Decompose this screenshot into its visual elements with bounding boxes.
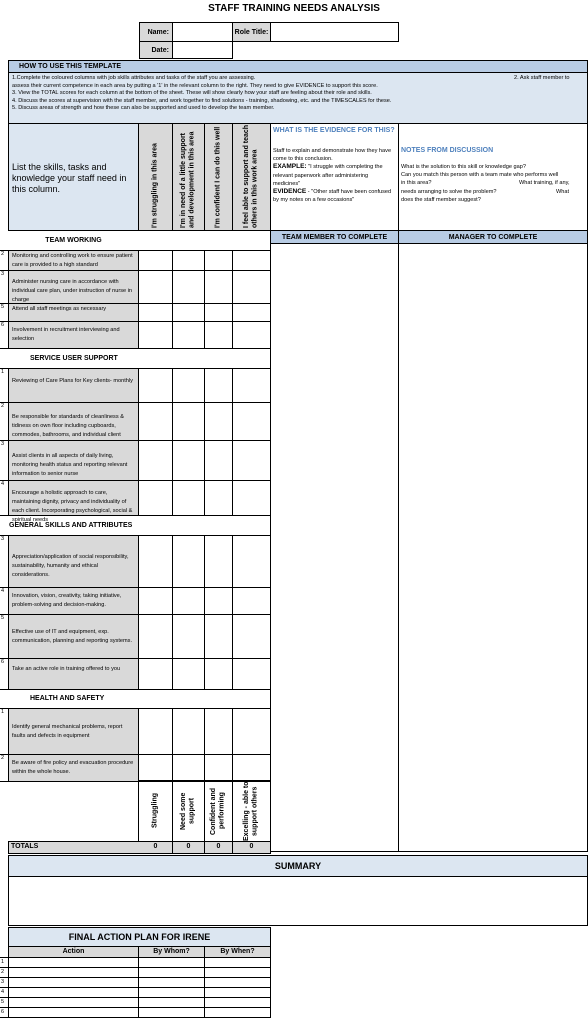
- score-cell[interactable]: [138, 614, 173, 659]
- total-label-struggling: Struggling: [138, 780, 173, 842]
- action-plan-title: FINAL ACTION PLAN FOR IRENE: [8, 927, 271, 947]
- score-cell[interactable]: [232, 270, 271, 304]
- notes-line-1: What is the solution to this skill or knowledge gap?: [401, 164, 526, 170]
- score-cell[interactable]: [232, 535, 271, 588]
- score-cell[interactable]: [172, 535, 205, 588]
- score-cell[interactable]: [138, 368, 173, 403]
- by-when-header: By When?: [220, 948, 255, 955]
- notes-line-5: does the staff member suggest?: [401, 196, 481, 203]
- role-title-label: Role Title:: [232, 22, 271, 42]
- summary-box[interactable]: [8, 876, 588, 926]
- score-cell[interactable]: [204, 754, 233, 782]
- date-label: Date:: [139, 41, 173, 59]
- score-cell[interactable]: [204, 368, 233, 403]
- score-cell[interactable]: [232, 754, 271, 782]
- row-number: 3: [1, 536, 5, 542]
- score-cell[interactable]: [138, 708, 173, 755]
- skill-item: Effective use of IT and equipment, exp. communication, planning and reporting systems.: [8, 614, 139, 659]
- skill-item: Reviewing of Care Plans for Key clients- monthly: [8, 368, 139, 403]
- page-title: STAFF TRAINING NEEDS ANALYSIS: [208, 3, 380, 14]
- score-cell[interactable]: [138, 480, 173, 516]
- skill-item: Administer nursing care in accordance with individual care plan, under instruction of nurse in charge: [8, 270, 139, 304]
- action-row-number: 5: [1, 999, 5, 1005]
- skill-item: Attend all staff meetings as necessary: [8, 303, 139, 322]
- score-cell[interactable]: [172, 754, 205, 782]
- score-cell[interactable]: [204, 708, 233, 755]
- manager-header: MANAGER TO COMPLETE: [398, 230, 588, 244]
- score-cell[interactable]: [138, 658, 173, 690]
- example-text: "I struggle with completing the relevant paperwork after administering medicines": [273, 164, 383, 187]
- example-label: EXAMPLE:: [273, 163, 307, 171]
- notes-line-3a: in this area?: [401, 180, 432, 187]
- score-cell[interactable]: [204, 270, 233, 304]
- howto-instructions: [8, 72, 588, 124]
- score-cell[interactable]: [138, 535, 173, 588]
- section-title: SERVICE USER SUPPORT: [30, 354, 118, 362]
- skill-item: Encourage a holistic approach to care, maintaining dignity, privacy and individuality of each client. Incorporating psychological, social & spiritual needs: [8, 480, 139, 516]
- score-cell[interactable]: [232, 658, 271, 690]
- score-cell[interactable]: [172, 270, 205, 304]
- score-cell[interactable]: [172, 658, 205, 690]
- score-cell[interactable]: [138, 303, 173, 322]
- action-row-number: 3: [1, 979, 5, 985]
- score-cell[interactable]: [232, 402, 271, 441]
- action-row-number: 4: [1, 989, 5, 995]
- score-cell[interactable]: [172, 368, 205, 403]
- score-cell[interactable]: [172, 708, 205, 755]
- total-label-support: Need some support: [172, 780, 205, 842]
- score-cell[interactable]: [138, 270, 173, 304]
- score-cell[interactable]: [204, 440, 233, 481]
- action-row-number: 1: [1, 959, 5, 965]
- score-cell[interactable]: [172, 480, 205, 516]
- row-number: 2: [1, 251, 5, 257]
- score-cell[interactable]: [172, 587, 205, 615]
- notes-guidance: [398, 123, 588, 231]
- row-number: 1: [1, 709, 5, 715]
- row-number: 1: [1, 369, 5, 375]
- row-number: 4: [1, 481, 5, 487]
- score-cell[interactable]: [138, 754, 173, 782]
- summary-heading: SUMMARY: [8, 855, 588, 877]
- score-cell[interactable]: [232, 587, 271, 615]
- row-number: 3: [1, 441, 5, 447]
- evidence-label: EVIDENCE: [273, 188, 307, 196]
- score-cell[interactable]: [172, 440, 205, 481]
- score-cell[interactable]: [232, 440, 271, 481]
- notes-line-3b: What training, if any,: [519, 180, 570, 187]
- skill-item: Innovation, vision, creativity, taking initiative, problem-solving and decision-making.: [8, 587, 139, 615]
- total-excelling: 0: [249, 843, 254, 850]
- howto-line-2: assess their current competence in each area by putting a '1' in the relevant column to the right. They need to give EVIDENCE to support this score.: [12, 82, 378, 89]
- notes-line-4a: needs arranging to solve the problem?: [401, 188, 497, 195]
- howto-line-5: 5. Discuss areas of strength and how these can also be supported and used to develop the team member.: [12, 105, 275, 112]
- notes-line-4b: What: [556, 188, 570, 195]
- row-number: 5: [1, 615, 5, 621]
- totals-label: TOTALS: [11, 843, 39, 850]
- row-number: 6: [1, 659, 5, 665]
- manager-column[interactable]: [398, 243, 588, 852]
- score-cell[interactable]: [204, 303, 233, 322]
- howto-line-3: 3. View the TOTAL scores for each column at the bottom of the sheet. These will show clearly how your staff are feeling about their role and skills.: [12, 90, 372, 97]
- row-number: 3: [1, 271, 5, 277]
- team-member-column[interactable]: [270, 243, 399, 852]
- evidence-heading: WHAT IS THE EVIDENCE FOR THIS?: [273, 127, 395, 134]
- name-field[interactable]: [172, 22, 233, 42]
- score-cell[interactable]: [172, 402, 205, 441]
- score-cell[interactable]: [138, 587, 173, 615]
- skill-item: Monitoring and controlling work to ensure patient care is provided to a high standard: [8, 250, 139, 271]
- skill-item: Take an active role in training offered to you: [8, 658, 139, 690]
- howto-heading: HOW TO USE THIS TEMPLATE: [8, 60, 588, 73]
- score-cell[interactable]: [232, 708, 271, 755]
- action-row-number: 2: [1, 969, 5, 975]
- score-cell[interactable]: [172, 321, 205, 349]
- total-label-excelling: Excelling - able to support others: [232, 780, 271, 842]
- score-cell[interactable]: [204, 250, 233, 271]
- score-cell[interactable]: [172, 614, 205, 659]
- score-cell[interactable]: [204, 402, 233, 441]
- section-title: GENERAL SKILLS AND ATTRIBUTES: [9, 521, 133, 529]
- column-header-support: I'm in need of a little support and development in this area: [172, 123, 205, 231]
- date-field[interactable]: [172, 41, 233, 59]
- skill-item: Assist clients in all aspects of daily living, monitoring health status and reporting relevant information to senior nurse: [8, 440, 139, 481]
- section-title: TEAM WORKING: [45, 236, 102, 244]
- row-number: 6: [1, 322, 5, 328]
- role-title-field[interactable]: [270, 22, 399, 42]
- by-whom-header: By Whom?: [153, 948, 190, 955]
- score-cell[interactable]: [172, 303, 205, 322]
- score-cell[interactable]: [138, 440, 173, 481]
- skill-item: Appreciation/application of social responsibility, sustainability, humanity and ethical considerations.: [8, 535, 139, 588]
- score-cell[interactable]: [138, 250, 173, 271]
- score-cell[interactable]: [232, 368, 271, 403]
- score-cell[interactable]: [204, 587, 233, 615]
- notes-line-2: Can you match this person with a team mate who performs well: [401, 172, 559, 179]
- row-divider: [8, 1008, 9, 1018]
- action-row-number: 6: [1, 1009, 5, 1015]
- total-support: 0: [186, 843, 191, 850]
- skill-item: Be responsible for standards of cleanliness & tidiness on own floor including cupboards, commodes, bathrooms, and individual client: [8, 402, 139, 441]
- score-cell[interactable]: [204, 535, 233, 588]
- evidence-text: - "Other staff have been confused by my notes on a few occasions": [273, 189, 392, 204]
- score-cell[interactable]: [232, 480, 271, 516]
- team-member-header: TEAM MEMBER TO COMPLETE: [270, 230, 399, 244]
- howto-line-1: 1.Complete the coloured columns with job skills attributes and tasks of the staff you are assessing.: [12, 75, 256, 81]
- row-number: 2: [1, 403, 5, 409]
- score-cell[interactable]: [204, 614, 233, 659]
- score-cell[interactable]: [204, 321, 233, 349]
- score-cell[interactable]: [232, 250, 271, 271]
- howto-line-4: 4. Discuss the scores at supervision with the staff member, and work together to find solutions - training, shadowing, etc. and the TIMESCALES for these.: [12, 97, 392, 104]
- section-title: HEALTH AND SAFETY: [30, 695, 105, 702]
- total-confident: 0: [216, 843, 221, 850]
- evidence-guidance: [270, 123, 399, 231]
- score-cell[interactable]: [204, 480, 233, 516]
- skill-item: Be aware of fire policy and evacuation procedure within the whole house.: [8, 754, 139, 782]
- score-cell[interactable]: [172, 250, 205, 271]
- evidence-intro: Staff to explain and demonstrate how they have come to this conclusion.: [273, 148, 392, 163]
- score-cell[interactable]: [204, 658, 233, 690]
- column-header-struggling: I'm struggling in this area: [138, 123, 173, 231]
- score-cell[interactable]: [232, 303, 271, 322]
- skills-table: [0, 230, 588, 852]
- total-struggling: 0: [153, 843, 158, 850]
- column-header-teach: I feel able to support and teach others in this work area: [232, 123, 271, 231]
- notes-heading: NOTES FROM DISCUSSION: [401, 147, 494, 154]
- name-label: Name:: [139, 22, 173, 42]
- total-label-confident: Confident and performing: [204, 780, 233, 842]
- score-cell[interactable]: [138, 321, 173, 349]
- howto-line-1b: 2. Ask staff member to: [514, 75, 570, 81]
- intro-text: List the skills, tasks and knowledge your staff need in this column.: [8, 123, 139, 231]
- score-cell[interactable]: [138, 402, 173, 441]
- column-header-confident: I'm confident I can do this well: [204, 123, 233, 231]
- action-header: Action: [62, 948, 85, 955]
- score-cell[interactable]: [232, 614, 271, 659]
- skill-item: Identify general mechanical problems, report faults and defects in equipment: [8, 708, 139, 755]
- score-cell[interactable]: [232, 321, 271, 349]
- skill-item: Involvement in recruitment interviewing and selection: [8, 321, 139, 349]
- row-number: 4: [1, 588, 5, 594]
- action-plan-row[interactable]: [0, 1007, 271, 1018]
- row-number: 5: [1, 304, 5, 310]
- row-number: 2: [1, 755, 5, 761]
